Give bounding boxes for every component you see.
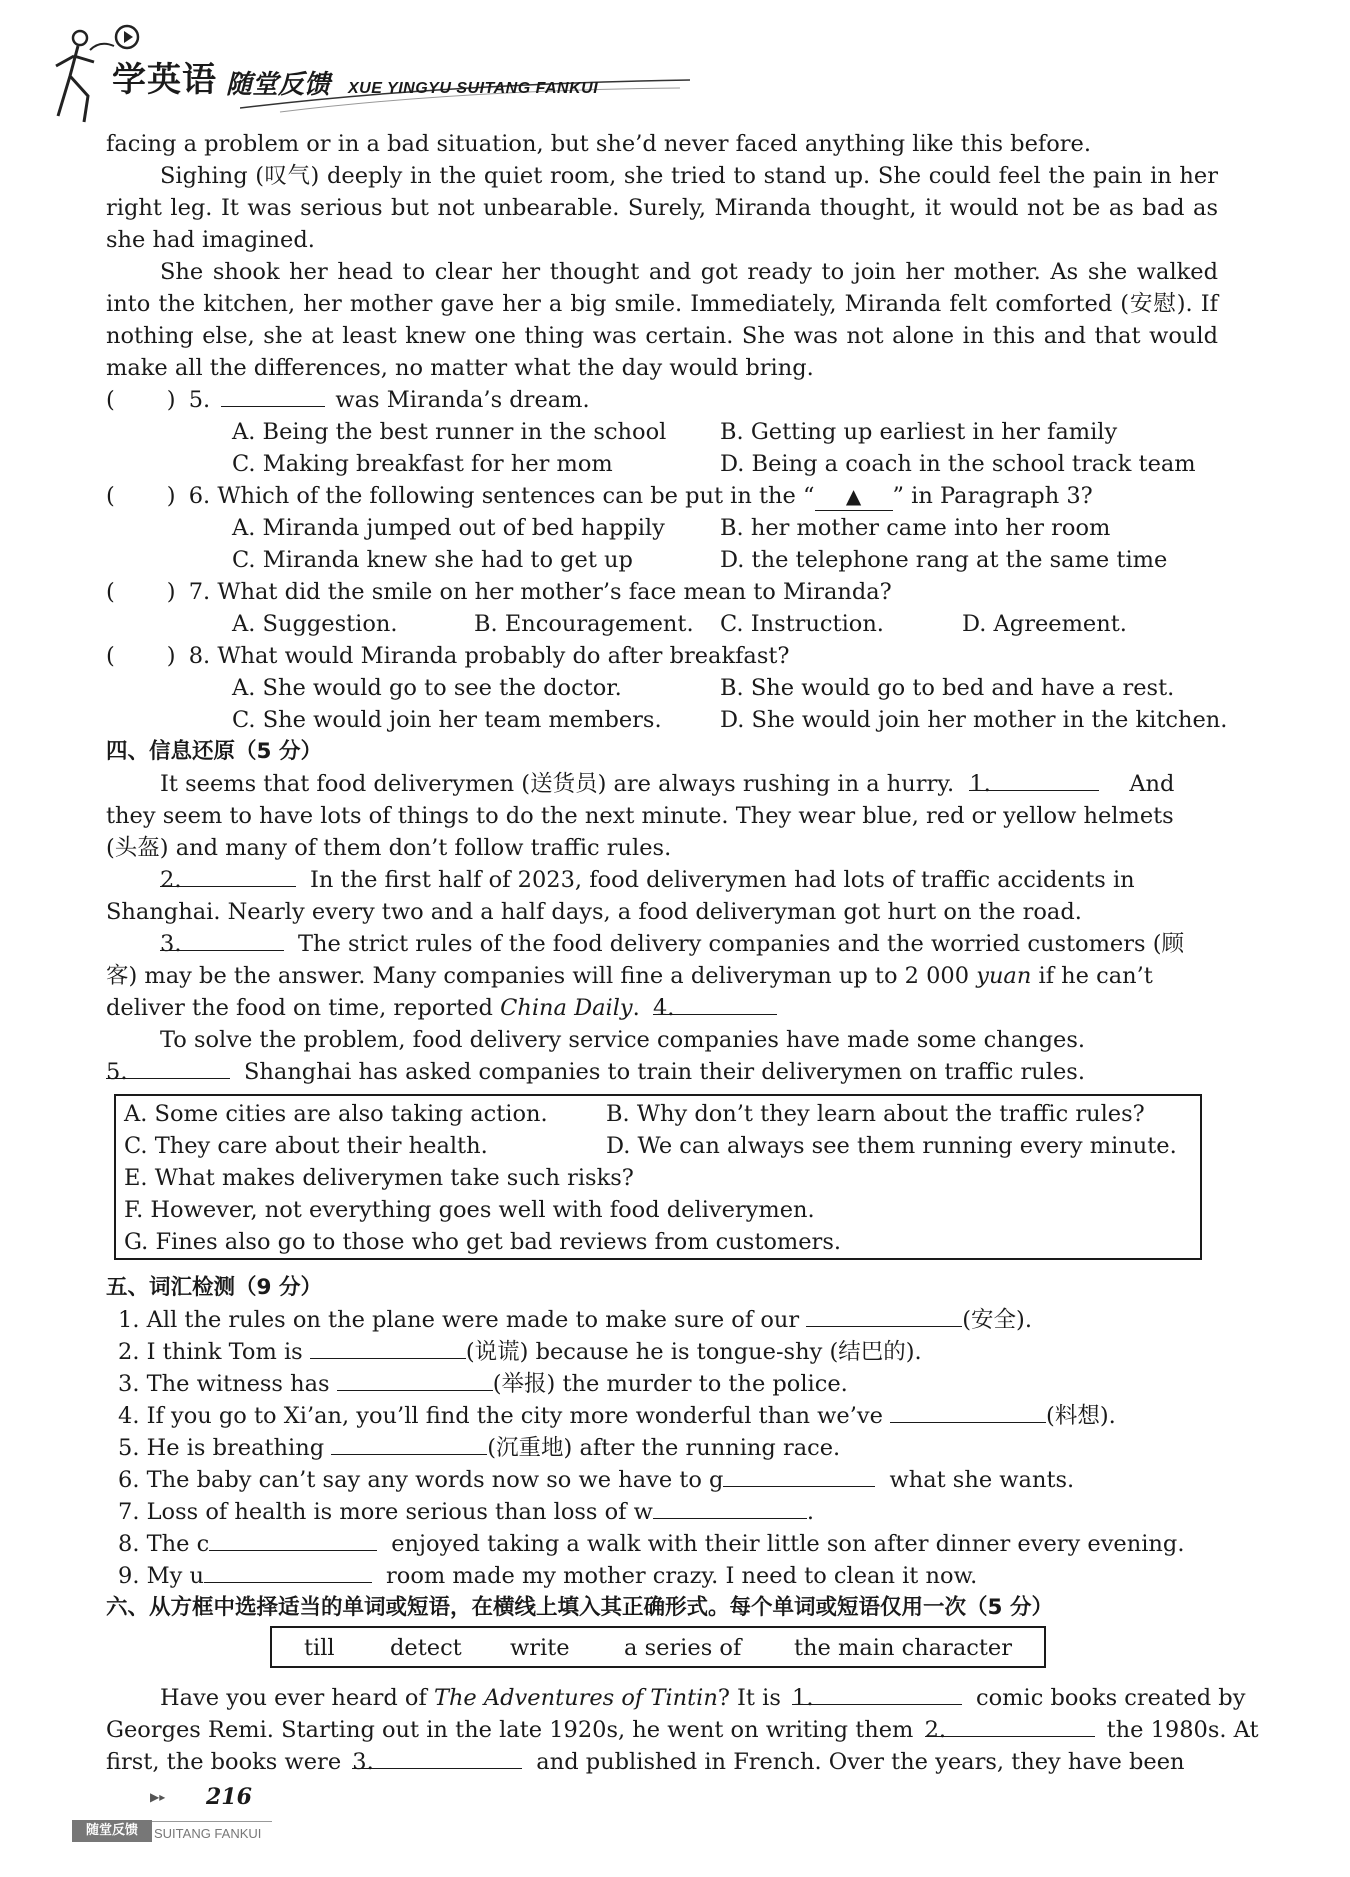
option-c: C. Making breakfast for her mom xyxy=(232,451,613,477)
passage-line: Georges Remi. Starting out in the late 1920s, he went on writing them 2. the 1980s. At xyxy=(106,1714,1218,1746)
answer-blank-5[interactable]: 5. xyxy=(106,1056,230,1079)
page-header xyxy=(50,18,650,128)
passage-line: Have you ever heard of The Adventures of Tintin? It is 1. comic books created by xyxy=(160,1682,1272,1714)
vocab-item: 9. My u room made my mother crazy. I need to clean it now. xyxy=(118,1560,1230,1592)
option-d: D. She would join her mother in the kitchen. xyxy=(720,707,1228,733)
passage-line: 3. The strict rules of the food delivery companies and the worried customers (顾 xyxy=(160,928,1218,960)
passage-line: 2. In the first half of 2023, food deliverymen had lots of traffic accidents in xyxy=(160,864,1218,896)
page-number: 216 xyxy=(206,1784,252,1810)
box-option-d: D. We can always see them running every minute. xyxy=(606,1133,1177,1159)
section-5-title: 五、词汇检测（9 分） xyxy=(106,1275,322,1300)
answer-blank-1[interactable]: 1. xyxy=(792,1682,962,1705)
answer-blank[interactable] xyxy=(806,1304,962,1327)
runner-logo-icon xyxy=(50,26,120,126)
answer-blank[interactable] xyxy=(204,1560,372,1583)
answer-blank[interactable] xyxy=(337,1368,493,1391)
option-a: A. She would go to see the doctor. xyxy=(232,675,622,701)
play-icon xyxy=(114,24,140,50)
vocab-item: 6. The baby can’t say any words now so we have to g what she wants. xyxy=(118,1464,1230,1496)
triangle-marker-icon: ▲ xyxy=(815,482,893,511)
question-7: ( ) 7. What did the smile on her mother’s face mean to Miranda? xyxy=(106,579,892,605)
passage-line: 5. Shanghai has asked companies to train their deliverymen on traffic rules. xyxy=(106,1056,1218,1088)
box-option-f: F. However, not everything goes well with food deliverymen. xyxy=(124,1197,815,1223)
question-5: ( ) 5. was Miranda’s dream. xyxy=(106,384,590,416)
answer-blank[interactable] xyxy=(209,1528,377,1551)
passage-line: 客) may be the answer. Many companies will fine a deliveryman up to 2 000 yuan if he can’t xyxy=(106,963,1153,989)
vocab-item: 4. If you go to Xi’an, you’ll find the city more wonderful than we’ve (料想). xyxy=(118,1400,1230,1432)
header-subtitle: 随堂反馈 xyxy=(226,70,331,100)
word-bank-item: write xyxy=(510,1635,570,1661)
option-b: B. her mother came into her room xyxy=(720,515,1111,541)
vocab-item: 2. I think Tom is (说谎) because he is tongue-shy (结巴的). xyxy=(118,1336,1230,1368)
passage-line: facing a problem or in a bad situation, but she’d never faced anything like this before. xyxy=(106,131,1091,157)
paragraph-text: Sighing (叹气) deeply in the quiet room, she tried to stand up. She could feel the pain in her right leg. It was serious but not unbearable. Surely, Miranda thought, it would not be as bad as she had imagined. xyxy=(106,163,1218,253)
box-option-c: C. They care about their health. xyxy=(124,1133,488,1159)
section-4-title: 四、信息还原（5 分） xyxy=(106,739,322,764)
word-bank-item: the main character xyxy=(794,1635,1012,1661)
double-arrow-icon: ▶▸ xyxy=(150,1790,166,1804)
word-bank-box xyxy=(270,1626,1046,1668)
answer-blank[interactable] xyxy=(221,384,325,407)
vocab-item: 7. Loss of health is more serious than loss of w . xyxy=(118,1496,1230,1528)
option-c: C. She would join her team members. xyxy=(232,707,662,733)
answer-blank[interactable] xyxy=(331,1432,487,1455)
question-8: ( ) 8. What would Miranda probably do after breakfast? xyxy=(106,643,790,669)
section-6-title: 六、从方框中选择适当的单词或短语，在横线上填入其正确形式。每个单词或短语仅用一次（5 分） xyxy=(106,1595,1053,1620)
footer-pinyin: SUITANG FANKUI xyxy=(154,1826,262,1841)
passage-line: Shanghai. Nearly every two and a half days, a food deliveryman got hurt on the road. xyxy=(106,899,1082,925)
option-a: A. Miranda jumped out of bed happily xyxy=(232,515,665,541)
option-c: C. Miranda knew she had to get up xyxy=(232,547,633,573)
answer-blank-3[interactable]: 3. xyxy=(160,928,284,951)
header-title: 学英语 xyxy=(112,60,217,100)
option-c: C. Instruction. xyxy=(720,611,884,637)
header-pinyin: XUE YINGYU SUITANG FANKUI xyxy=(348,80,599,97)
vocab-item: 3. The witness has (举报) the murder to the police. xyxy=(118,1368,1230,1400)
passage-line: (头盔) and many of them don’t follow traffic rules. xyxy=(106,835,672,861)
options-box xyxy=(114,1094,1202,1260)
answer-blank-2[interactable]: 2. xyxy=(925,1714,1095,1737)
footer-divider xyxy=(152,1821,272,1822)
word-bank-item: till xyxy=(304,1635,335,1661)
passage-line: deliver the food on time, reported China Daily. 4. xyxy=(106,992,1218,1024)
option-a: A. Being the best runner in the school xyxy=(232,419,667,445)
footer-tag: 随堂反馈 xyxy=(72,1820,152,1842)
answer-blank-4[interactable]: 4. xyxy=(653,992,777,1015)
passage-line: To solve the problem, food delivery service companies have made some changes. xyxy=(160,1027,1086,1053)
passage-line: first, the books were 3. and published in French. Over the years, they have been xyxy=(106,1746,1218,1778)
answer-blank-2[interactable]: 2. xyxy=(160,864,296,887)
word-bank-item: a series of xyxy=(624,1635,742,1661)
option-a: A. Suggestion. xyxy=(232,611,398,637)
word-bank-item: detect xyxy=(390,1635,462,1661)
option-b: B. She would go to bed and have a rest. xyxy=(720,675,1175,701)
answer-blank[interactable] xyxy=(723,1464,875,1487)
passage-line: It seems that food deliverymen (送货员) are always rushing in a hurry. 1. And xyxy=(160,768,1218,800)
paragraph-text: She shook her head to clear her thought and got ready to join her mother. As she walked into the kitchen, her mother gave her a big smile. Immediately, Miranda felt comforted (安慰). If nothing else, she at least knew one thing was certain. She was not alone in this and that would make all the differences, no matter what the day would bring. xyxy=(106,259,1218,381)
option-b: B. Encouragement. xyxy=(474,611,694,637)
vocab-item: 1. All the rules on the plane were made to make sure of our (安全). xyxy=(118,1304,1230,1336)
answer-blank[interactable] xyxy=(653,1496,807,1519)
box-option-b: B. Why don’t they learn about the traffic rules? xyxy=(606,1101,1145,1127)
vocab-item: 8. The c enjoyed taking a walk with their little son after dinner every evening. xyxy=(118,1528,1230,1560)
box-option-e: E. What makes deliverymen take such risks? xyxy=(124,1165,634,1191)
question-6: ( ) 6. Which of the following sentences can be put in the “ ▲ ” in Paragraph 3? xyxy=(106,483,1093,509)
option-d: D. Being a coach in the school track team xyxy=(720,451,1196,477)
passage-line: they seem to have lots of things to do the next minute. They wear blue, red or yellow helmets xyxy=(106,803,1174,829)
option-b: B. Getting up earliest in her family xyxy=(720,419,1118,445)
answer-blank-3[interactable]: 3. xyxy=(352,1746,522,1769)
option-d: D. the telephone rang at the same time xyxy=(720,547,1168,573)
answer-blank-1[interactable]: 1. xyxy=(969,768,1099,791)
passage-paragraph xyxy=(106,160,1218,384)
answer-blank[interactable] xyxy=(310,1336,466,1359)
box-option-a: A. Some cities are also taking action. xyxy=(124,1101,548,1127)
box-option-g: G. Fines also go to those who get bad reviews from customers. xyxy=(124,1229,842,1255)
option-d: D. Agreement. xyxy=(962,611,1127,637)
answer-blank[interactable] xyxy=(890,1400,1046,1423)
vocab-item: 5. He is breathing (沉重地) after the running race. xyxy=(118,1432,1230,1464)
